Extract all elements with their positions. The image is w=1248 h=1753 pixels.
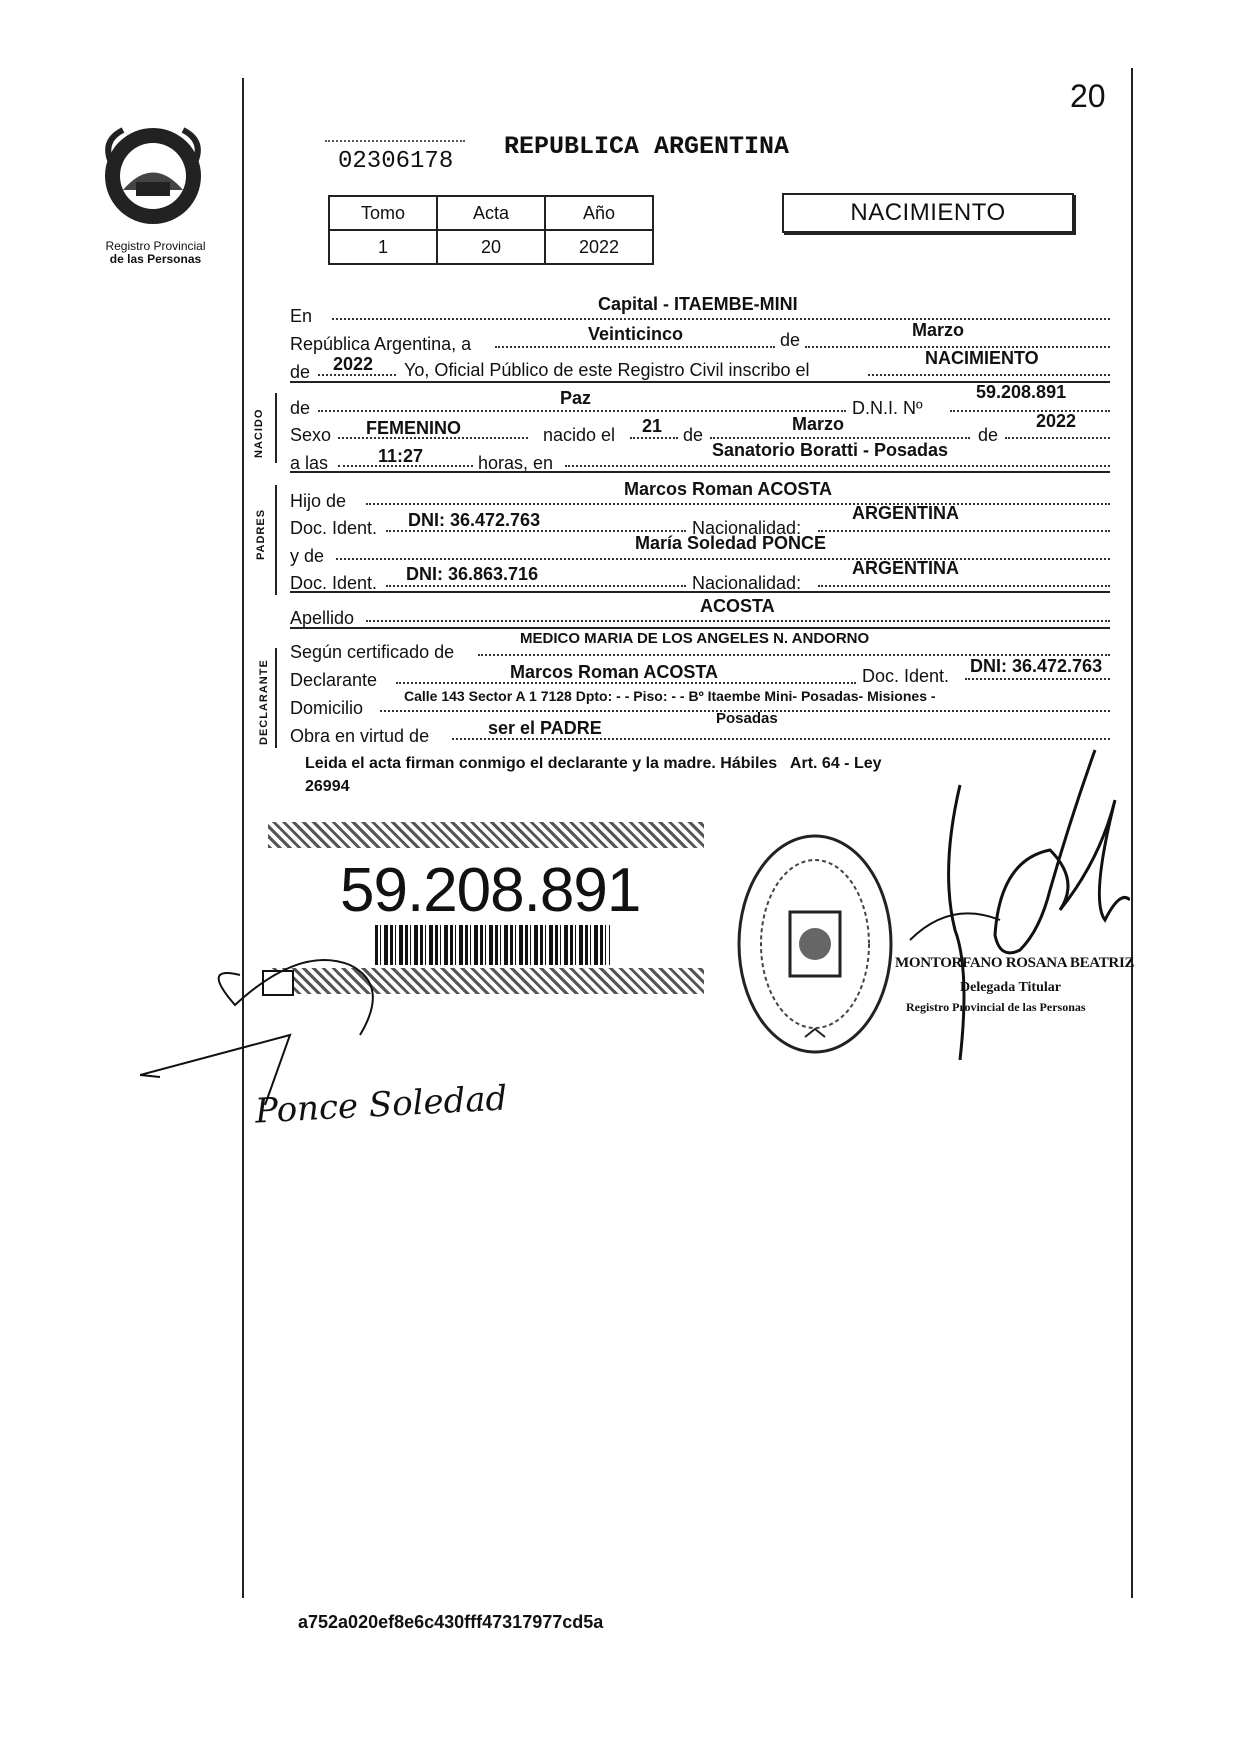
place-value: Sanatorio Boratti - Posadas <box>712 440 949 460</box>
year-dots <box>318 374 396 376</box>
mother-nationality: ARGENTINA <box>852 558 959 578</box>
declarant-value: Marcos Roman ACOSTA <box>510 662 719 682</box>
republica-label: República Argentina, a <box>290 334 472 354</box>
day-dots <box>495 346 775 348</box>
declarant-label: Declarante <box>290 670 378 690</box>
barcode <box>375 925 610 965</box>
id-number: 59.208.891 <box>340 856 641 925</box>
registry-label <box>88 240 223 266</box>
round-registry-stamp <box>735 832 895 1057</box>
handwritten-mother-name: Ponce Soledad <box>254 1078 509 1132</box>
serial-number: 02306178 <box>338 148 454 175</box>
mother-nationality-dots <box>818 585 1110 587</box>
official-role: Delegada Titular <box>960 980 1061 995</box>
year-value: 2022 <box>333 354 374 374</box>
registry-label-line2: de las Personas <box>109 252 202 266</box>
declarant-doc: DNI: 36.472.763 <box>970 656 1103 676</box>
born-de: de <box>683 425 704 445</box>
father-doc: DNI: 36.472.763 <box>408 510 541 530</box>
name-dots <box>318 410 846 412</box>
closing-line1: Leida el acta firman conmigo el declarante y la madre. Hábiles Art. 64 - Ley <box>305 755 882 772</box>
born-month-dots <box>710 437 970 439</box>
mother-doc-label: Doc. Ident. <box>290 573 378 593</box>
table-header: Año <box>545 196 653 230</box>
mother-nationality-label: Nacionalidad: <box>692 573 802 593</box>
father-dots <box>366 503 1110 505</box>
time-value: 11:27 <box>378 446 424 466</box>
born-bracket <box>275 393 277 463</box>
father-nationality-dots <box>818 530 1110 532</box>
side-label-born: NACIDO <box>253 408 265 458</box>
dni-dots <box>950 410 1110 412</box>
en-label: En <box>290 306 313 326</box>
right-margin-line <box>1131 68 1133 1598</box>
misiones-province-seal-icon <box>98 120 208 232</box>
born-day: 21 <box>642 416 663 436</box>
father-value: Marcos Roman ACOSTA <box>624 479 833 499</box>
day-value: Veinticinco <box>588 324 684 344</box>
registry-label-line1: Registro Provincial <box>105 239 206 253</box>
month-de-label: de <box>780 330 801 350</box>
born-de2: de <box>978 425 999 445</box>
inscribo-dots <box>868 374 1110 376</box>
section-divider <box>290 471 1110 473</box>
table-cell: 1 <box>329 230 437 264</box>
mother-label: y de <box>290 546 325 566</box>
sex-label: Sexo <box>290 425 332 445</box>
month-value: Marzo <box>912 320 965 340</box>
side-label-parents: PADRES <box>255 508 267 560</box>
cert-value: MEDICO MARIA DE LOS ANGELES N. ANDORNO <box>520 630 870 647</box>
capacity-value: ser el PADRE <box>488 718 602 738</box>
mother-dots <box>336 558 1110 560</box>
record-type-box: NACIMIENTO <box>782 193 1074 233</box>
father-label: Hijo de <box>290 491 347 511</box>
father-nationality-label: Nacionalidad: <box>692 518 802 538</box>
born-month: Marzo <box>792 414 845 434</box>
table-cell: 2022 <box>545 230 653 264</box>
born-year: 2022 <box>1036 411 1077 431</box>
table-header: Tomo <box>329 196 437 230</box>
declarant-doc-dots <box>965 678 1110 680</box>
official-office: Registro Provincial de las Personas <box>906 1000 1086 1014</box>
section-divider <box>290 591 1110 593</box>
table-header: Acta <box>437 196 545 230</box>
dni-value: 59.208.891 <box>976 382 1067 402</box>
parents-bracket <box>275 485 277 595</box>
born-year-dots <box>1005 437 1110 439</box>
sex-value: FEMENINO <box>366 418 462 438</box>
security-band-top <box>268 822 704 848</box>
born-label: nacido el <box>543 425 616 445</box>
inscribo-value: NACIMIENTO <box>925 348 1039 368</box>
declarant-bracket <box>275 648 277 748</box>
surname-value: ACOSTA <box>700 596 775 616</box>
side-label-declarant: DECLARANTE <box>258 659 270 745</box>
section-divider <box>290 627 1110 629</box>
en-dots <box>332 318 1110 320</box>
document-hash: a752a020ef8e6c430fff47317977cd5a <box>298 1612 604 1632</box>
table-cell: 20 <box>437 230 545 264</box>
time-label: a las <box>290 453 329 473</box>
left-margin-line <box>242 78 244 1598</box>
dni-label: D.N.I. Nº <box>852 398 923 418</box>
closing-line2: 26994 <box>305 778 350 795</box>
serial-overline <box>325 140 465 142</box>
address-label: Domicilio <box>290 698 364 718</box>
mother-doc: DNI: 36.863.716 <box>406 564 539 584</box>
name-label: de <box>290 398 311 418</box>
year-prefix: de <box>290 362 311 382</box>
place-dots <box>565 465 1110 467</box>
declarant-doc-label: Doc. Ident. <box>862 666 950 686</box>
father-nationality: ARGENTINA <box>852 503 959 523</box>
official-name: MONTORFANO ROSANA BEATRIZ <box>895 955 1135 971</box>
surname-label: Apellido <box>290 608 355 628</box>
surname-dots <box>366 620 1110 622</box>
country-title: REPUBLICA ARGENTINA <box>504 132 790 161</box>
inscribo-text: Yo, Oficial Público de este Registro Civil inscribo el <box>404 360 810 380</box>
name-value: Paz <box>560 388 592 408</box>
page-number: 20 <box>1070 78 1106 114</box>
father-doc-label: Doc. Ident. <box>290 518 378 538</box>
born-day-dots <box>630 437 678 439</box>
hours-label: horas, en <box>478 453 554 473</box>
capacity-label: Obra en virtud de <box>290 726 430 746</box>
mother-doc-dots <box>386 585 686 587</box>
en-value: Capital - ITAEMBE-MINI <box>598 294 798 314</box>
capacity-extra: Posadas <box>716 710 778 727</box>
mother-value: María Soledad PONCE <box>635 533 827 553</box>
record-table <box>328 195 654 265</box>
address-value: Calle 143 Sector A 1 7128 Dpto: - - Piso: - - Bº Itaembe Mini- Posadas- Misiones - <box>404 688 936 704</box>
cert-label: Según certificado de <box>290 642 455 662</box>
